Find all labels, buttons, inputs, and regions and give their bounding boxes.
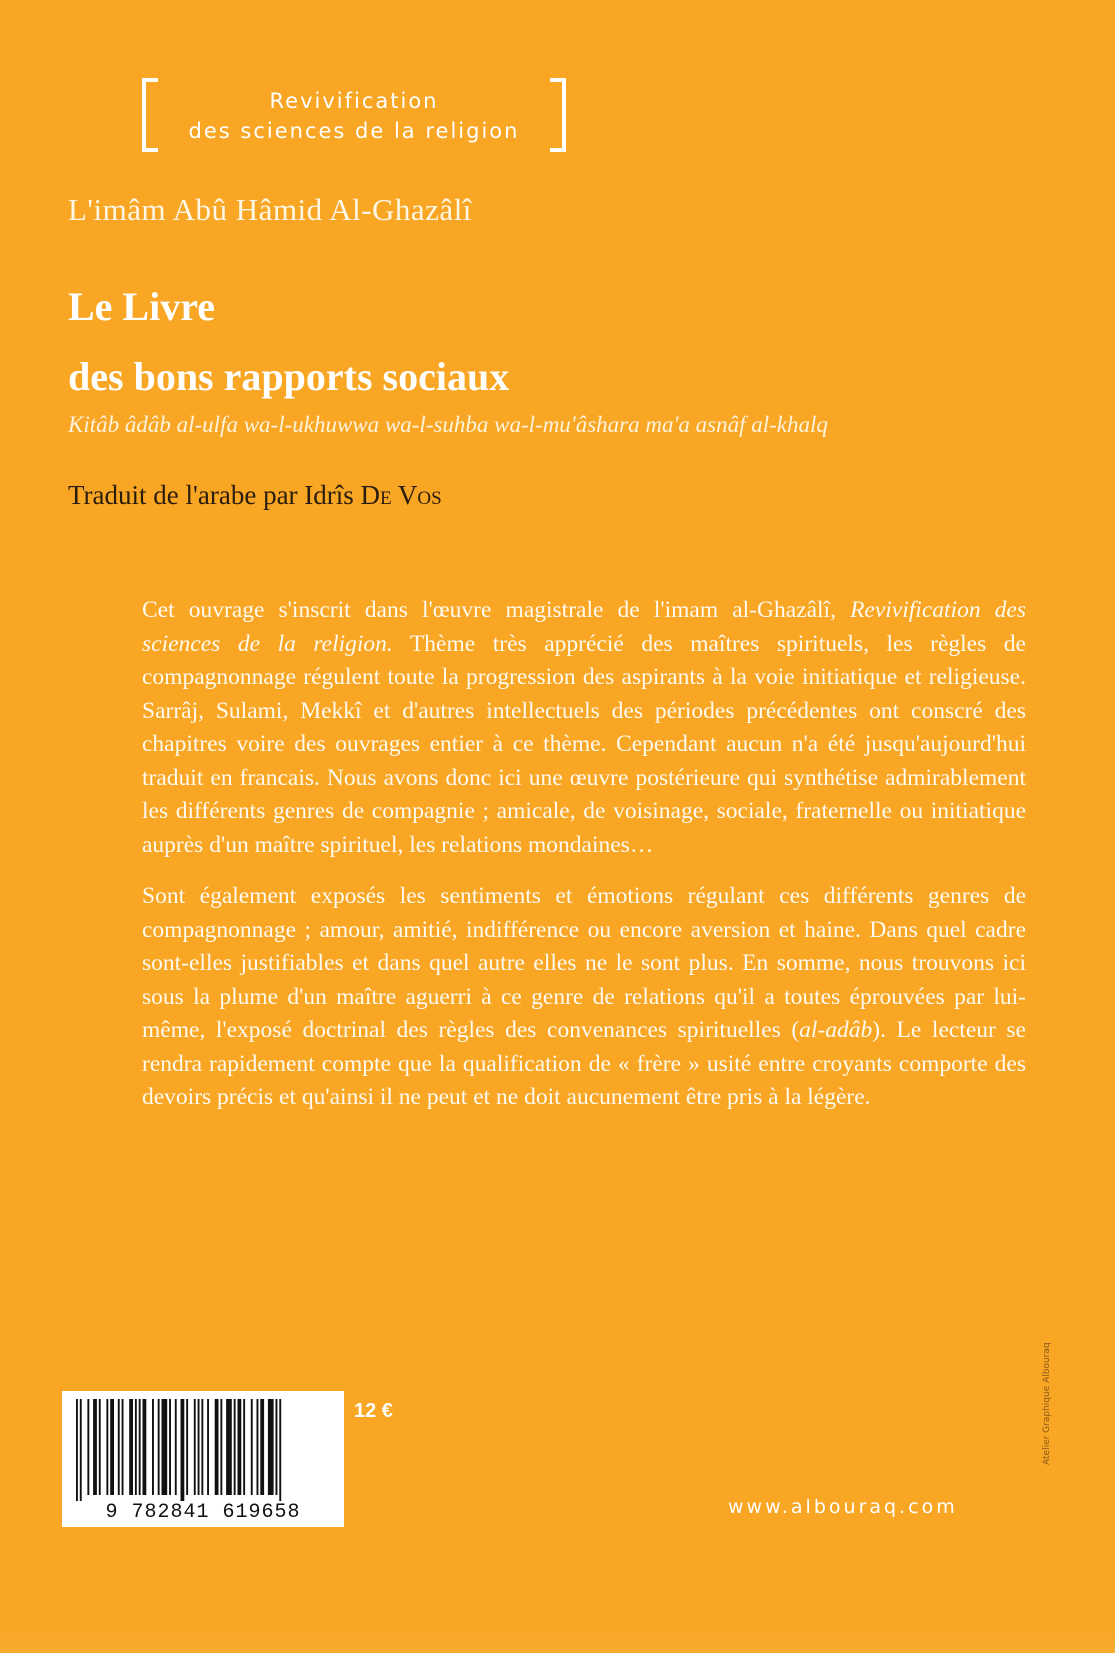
- author-name: L'imâm Abû Hâmid Al-Ghazâlî: [68, 192, 472, 227]
- series-line-1: Revivification: [269, 89, 439, 113]
- isbn-number: 9 782841 619658: [105, 1501, 301, 1524]
- series-name: [162, 86, 546, 146]
- description-p2-text-b: ). Le lecteur se rendra rapidement compte que la qualification de « frère » usité entre croyants comporte des devoirs précis et qu'ainsi il ne peut et ne doit aucunement être pris à la légère.: [142, 1017, 1026, 1110]
- translator-surname: De Vos: [360, 480, 442, 510]
- arabic-title-transliteration: Kitâb âdâb al-ulfa wa-l-ukhuwwa wa-l-suhba wa-l-mu'âshara ma'a asnâf al-khalq: [68, 412, 828, 437]
- description-p1-text-b: Thème très apprécié des maîtres spirituels, les règles de compagnonnage régulent toute la progression des aspirants à la voie initiatique et religieuse. Sarrâj, Sulami, Mekkî et d'autres intellectuels des périodes précédentes ont conscré des chapitres voire des ouvrages entier à ce thème. Cependant aucun n'a été jusqu'aujourd'hui traduit en francais. Nous avons donc ici une œuvre postérieure qui synthétise admirablement les différents genres de compagnie ; amicale, de voisinage, sociale, fraternelle ou initiatique auprès d'un maître spirituel, les relations mondaines…: [142, 630, 1026, 858]
- barcode-bars: [62, 1391, 344, 1501]
- publisher-website[interactable]: www.albouraq.com: [728, 1496, 958, 1518]
- book-title-line-1: Le Livre: [68, 284, 216, 329]
- book-title-line-2: des bons rapports sociaux: [68, 354, 510, 399]
- design-credit: Atelier Graphique Albouraq: [1042, 1342, 1052, 1465]
- translator-credit: [68, 480, 442, 511]
- description: [142, 594, 1026, 1133]
- price: 12 €: [354, 1400, 393, 1422]
- description-p1-italic: Revivification des sciences de la religion.: [142, 597, 1026, 657]
- series-bracket-right: [550, 78, 566, 152]
- description-p1-text-a: Cet ouvrage s'inscrit dans l'œuvre magistrale de l'imam al-Ghazâlî,: [142, 597, 851, 623]
- isbn-barcode: [62, 1391, 344, 1527]
- description-paragraph-2: [142, 880, 1026, 1115]
- description-paragraph-1: [142, 594, 1026, 862]
- series-line-2: des sciences de la religion: [188, 119, 520, 143]
- translator-prefix: Traduit de l'arabe par Idrîs: [68, 480, 361, 510]
- series-bracket-left: [142, 78, 158, 152]
- book-title: [68, 272, 509, 412]
- description-p2-italic: al-adâb: [799, 1017, 873, 1043]
- description-p2-text-a: Sont également exposés les sentiments et émotions régulant ces différents genres de compagnonnage ; amour, amitié, indifférence ou encore aversion et haine. Dans quel cadre sont-elles justifiables et dans quel autre elles ne le sont plus. En somme, nous trouvons ici sous la plume d'un maître aguerri à ce genre de relations qu'il a toutes éprouvées par lui-même, l'exposé doctrinal des règles des convenances spirituelles (: [142, 883, 1026, 1043]
